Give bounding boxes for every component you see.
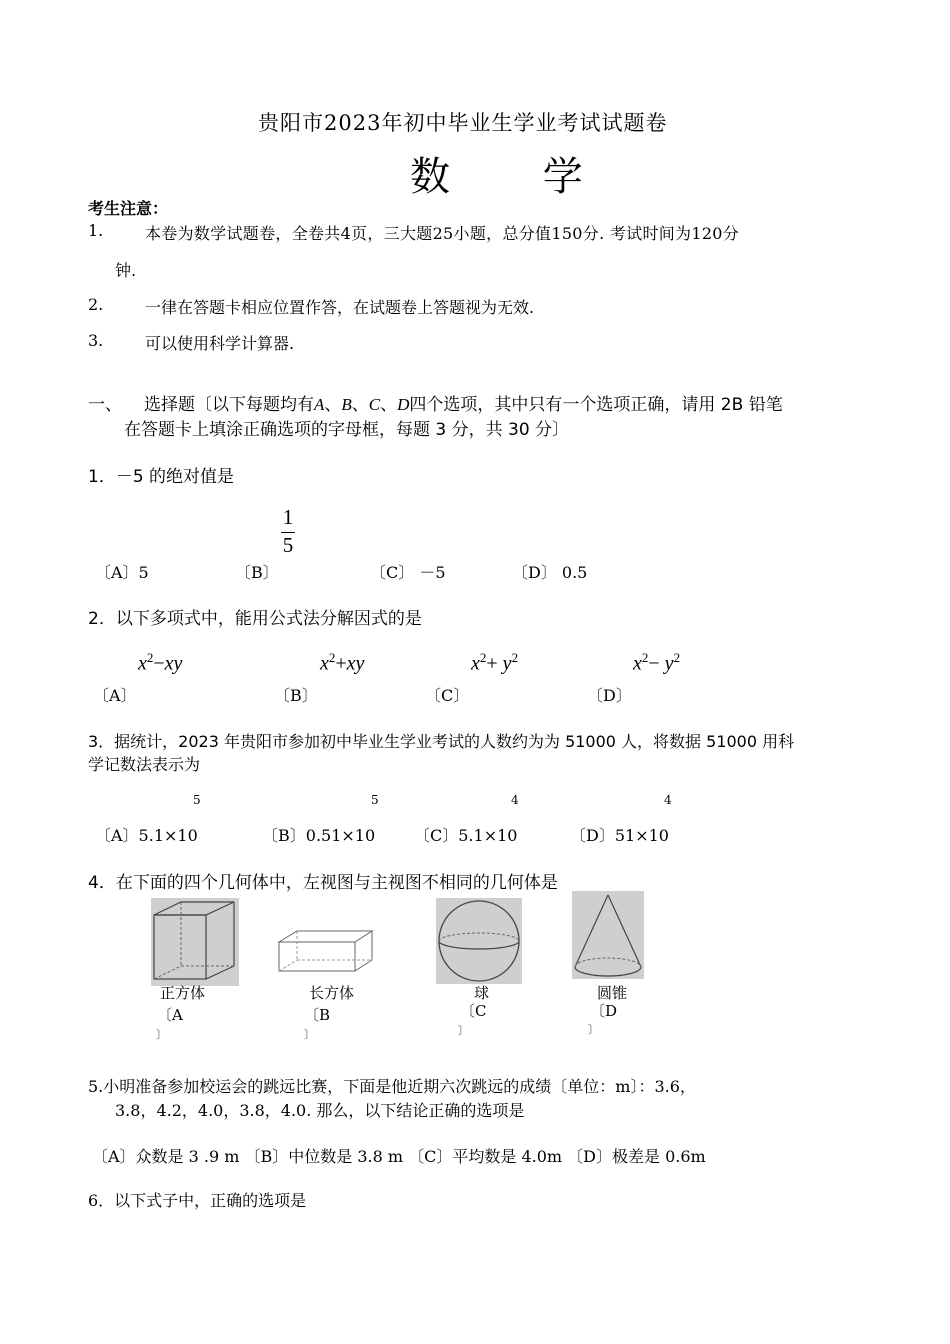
exam-title: 贵阳市2023年初中毕业生学业考试试题卷 — [258, 111, 668, 135]
section-1-text-b: 四个选项，其中只有一个选项正确，请用 2B 铅笔 — [409, 395, 783, 415]
figure-a-close: 〕 — [156, 1028, 167, 1041]
sep-1: 、 — [324, 395, 342, 415]
section-1-number: 一、 — [88, 395, 122, 415]
q2-stem: 2．以下多项式中，能用公式法分解因式的是 — [88, 609, 422, 629]
q2-option-d: 〔D〕 — [587, 686, 632, 705]
section-1-instructions — [144, 390, 783, 415]
q2-expr-b: $x^2+xy$ — [320, 650, 365, 675]
q5-options: 〔A〕众数是 3 .9 m 〔B〕中位数是 3.8 m 〔C〕平均数是 4.0m 〔D〕极差是 0.6m — [92, 1147, 706, 1166]
q3-exponent-a: 5 — [193, 793, 201, 807]
q2-expr-a: $x^2-xy$ — [138, 650, 183, 675]
letter-b: B — [341, 395, 352, 414]
notice-item-2-num: 2. — [88, 295, 104, 314]
q1-fraction-numerator: 1 — [282, 505, 294, 529]
figure-b-name: 长方体 — [309, 984, 355, 1002]
q1-fraction — [275, 505, 301, 558]
figure-d-letter: 〔D — [590, 1002, 618, 1020]
notice-item-3-text: 可以使用科学计算器. — [145, 334, 295, 353]
letter-c: C — [368, 395, 381, 414]
q5-stem-line2: 3.8，4.2，4.0，3.8，4.0. 那么，以下结论正确的选项是 — [115, 1101, 525, 1120]
notice-item-2-text: 一律在答题卡相应位置作答，在试题卷上答题视为无效. — [145, 298, 535, 317]
sep-3: 、 — [380, 395, 398, 415]
q4-stem: 4．在下面的四个几何体中，左视图与主视图不相同的几何体是 — [88, 873, 558, 893]
section-1-text-a: 选择题〔以下每题均有 — [144, 395, 314, 415]
notice-item-1-num: 1. — [88, 221, 104, 240]
letter-d: D — [397, 395, 410, 414]
notice-item-1-cont: 钟. — [115, 261, 137, 280]
q2-expr-d: $x^2- y^2$ — [633, 650, 681, 675]
figure-c-close: 〕 — [458, 1024, 469, 1037]
cuboid-figure — [277, 928, 375, 974]
q1-option-d: 〔D〕 0.5 — [512, 563, 588, 582]
letter-a: A — [314, 395, 325, 414]
figure-d-name: 圆锥 — [597, 984, 628, 1002]
sphere-figure — [436, 898, 522, 984]
q3-option-d: 〔D〕51×10 — [570, 826, 669, 845]
q3-exponent-b: 5 — [371, 793, 379, 807]
q5-stem-line1: 5.小明准备参加校运会的跳远比赛，下面是他近期六次跳远的成绩〔单位：m〕：3.6， — [88, 1077, 696, 1096]
figure-c-letter: 〔C — [460, 1002, 487, 1020]
figure-b-letter: 〔B — [304, 1006, 331, 1024]
figure-a-name: 正方体 — [160, 984, 206, 1002]
notice-item-1-text: 本卷为数学试题卷，全卷共4页，三大题25小题，总分值150分. 考试时间为120分 — [145, 224, 740, 243]
notice-item-3-num: 3. — [88, 331, 104, 350]
q2-option-c: 〔C〕 — [425, 686, 470, 705]
q3-stem-line1: 3．据统计，2023 年贵阳市参加初中毕业生学业考试的人数约为为 51000 人，将数据 51000 用科 — [88, 732, 795, 751]
cube-figure — [151, 898, 239, 986]
figure-c-name: 球 — [474, 984, 490, 1002]
q3-exponent-d: 4 — [664, 793, 672, 807]
figure-b-close: 〕 — [304, 1028, 315, 1041]
q6-stem: 6．以下式子中，正确的选项是 — [88, 1191, 307, 1210]
q1-fraction-denominator: 5 — [282, 533, 294, 557]
sep-2: 、 — [351, 395, 369, 415]
notice-heading: 考生注意： — [88, 199, 169, 218]
q3-option-a: 〔A〕5.1×10 — [95, 826, 198, 845]
q3-option-c: 〔C〕5.1×10 — [414, 826, 518, 845]
q2-expr-c: $x^2+ y^2$ — [471, 650, 519, 675]
q1-option-c: 〔C〕 －5 — [370, 563, 446, 582]
q2-option-b: 〔B〕 — [274, 686, 318, 705]
subject-title: 数 学 — [410, 154, 623, 200]
q3-exponent-c: 4 — [511, 793, 519, 807]
q3-option-b: 〔B〕0.51×10 — [262, 826, 376, 845]
q2-option-a: 〔A〕 — [93, 686, 137, 705]
q3-stem-line2: 学记数法表示为 — [88, 755, 201, 774]
q1-option-a: 〔A〕5 — [95, 563, 149, 582]
figure-a-letter: 〔A — [157, 1006, 183, 1024]
q1-stem: 1．－5 的绝对值是 — [88, 467, 235, 487]
section-1-line2: 在答题卡上填涂正确选项的字母框，每题 3 分，共 30 分〕 — [124, 420, 570, 440]
cone-figure — [572, 891, 644, 979]
q1-option-b: 〔B〕 — [235, 563, 279, 582]
figure-d-close: 〕 — [588, 1023, 599, 1036]
